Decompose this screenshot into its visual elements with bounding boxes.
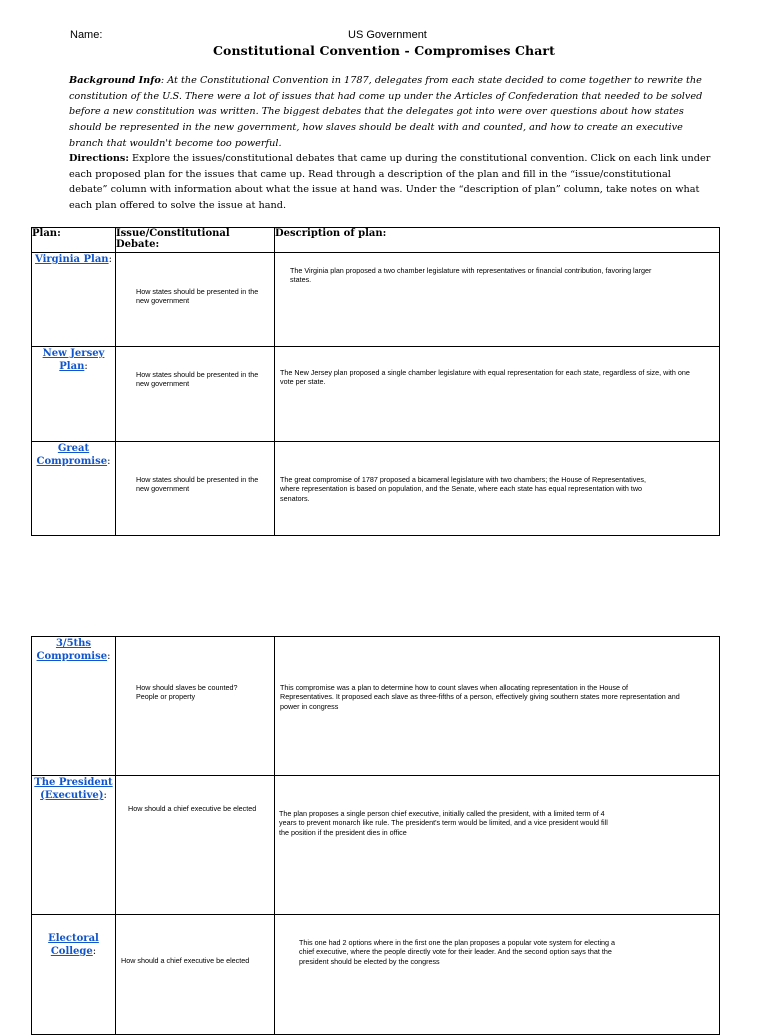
issue-text: How states should be presented in the new government xyxy=(136,370,259,389)
description-cell[interactable] xyxy=(275,776,720,915)
issue-text: How should slaves be counted? People or property xyxy=(136,683,238,702)
description-text: The New Jersey plan proposed a single chamber legislature with equal representation for each state, regardless of size, with one vote per state. xyxy=(280,368,690,387)
directions-label: Directions: xyxy=(69,153,129,164)
issue-cell[interactable] xyxy=(116,442,275,536)
plan-cell xyxy=(32,637,116,776)
plan-link-the-president[interactable]: The President (Executive) xyxy=(34,777,113,801)
plan-cell xyxy=(32,776,116,915)
table-row xyxy=(32,776,720,915)
issue-cell[interactable] xyxy=(116,253,275,347)
plan-link-virginia[interactable]: Virginia Plan xyxy=(35,254,109,265)
issue-text: How should a chief executive be elected xyxy=(128,804,257,813)
plan-cell xyxy=(32,347,116,442)
issue-text: How states should be presented in the new government xyxy=(136,475,259,494)
plan-label-wrap xyxy=(32,932,115,958)
directions-paragraph xyxy=(69,151,711,214)
plan-link-great-compromise[interactable]: Great Compromise xyxy=(36,443,108,467)
header-description: Description of plan: xyxy=(275,228,720,253)
description-cell[interactable] xyxy=(275,442,720,536)
course-name: US Government xyxy=(348,29,427,41)
description-text: The great compromise of 1787 proposed a bicameral legislature with two chambers; the House of Representatives, where representation is based on population, and the Senate, where each state has equal representation with two senators. xyxy=(280,475,646,503)
background-info-paragraph xyxy=(69,73,711,152)
issue-cell[interactable] xyxy=(116,776,275,915)
issue-text: How should a chief executive be elected xyxy=(121,956,250,965)
description-cell[interactable] xyxy=(275,253,720,347)
background-info-label: Background Info xyxy=(69,75,161,86)
issue-cell[interactable] xyxy=(116,915,275,1035)
page-title: Constitutional Convention - Compromises Chart xyxy=(213,43,555,58)
table-row xyxy=(32,637,720,776)
plan-suffix: : xyxy=(107,456,111,467)
table-row xyxy=(32,915,720,1035)
description-cell[interactable] xyxy=(275,347,720,442)
description-text: The plan proposes a single person chief executive, initially called the president, with a limited term of 4 years to prevent monarch like rule. The president's term would be limited, and a vice president would fill the position if the president dies in office xyxy=(279,809,608,837)
plan-suffix: : xyxy=(108,254,112,265)
plan-suffix: : xyxy=(84,361,88,372)
plan-link-electoral-college[interactable]: Electoral College xyxy=(48,933,99,957)
description-cell[interactable] xyxy=(275,915,720,1035)
issue-cell[interactable] xyxy=(116,637,275,776)
plan-link-new-jersey[interactable]: New Jersey Plan xyxy=(42,348,105,372)
table-header-row xyxy=(32,228,720,253)
description-text: The Virginia plan proposed a two chamber legislature with representatives or financial contribution, favoring larger states. xyxy=(290,266,652,285)
plan-suffix: : xyxy=(92,946,97,957)
compromises-table-part-1 xyxy=(31,227,720,536)
plan-cell xyxy=(32,253,116,347)
description-text: This one had 2 options where in the first one the plan proposes a popular vote system for electing a chief executive, where the people directly vote for their leader. And the second option says that the president should be elected by the congress xyxy=(299,938,616,966)
plan-suffix: : xyxy=(103,790,107,801)
plan-cell xyxy=(32,915,116,1035)
plan-suffix: : xyxy=(107,651,111,662)
compromises-table-part-2 xyxy=(31,636,720,1035)
name-label: Name: xyxy=(70,29,103,41)
issue-cell[interactable] xyxy=(116,347,275,442)
table-row xyxy=(32,253,720,347)
plan-link-three-fifths[interactable]: 3/5ths Compromise xyxy=(36,638,108,662)
header-plan: Plan: xyxy=(32,228,116,253)
header-issue: Issue/Constitutional Debate: xyxy=(116,228,275,253)
table-row xyxy=(32,347,720,442)
description-text: This compromise was a plan to determine how to count slaves when allocating representation in the House of Representatives. It proposed each slave as three-fifths of a person, effectively giving southern states more representation and power in congress xyxy=(280,683,680,711)
background-info-text: : At the Constitutional Convention in 1787, delegates from each state decided to come together to rewrite the constitution of the U.S. There were a lot of issues that had come up under the Articles of Confederation that needed to be solved before a new constitution was written. The biggest debates that the delegates got into were over questions about how states should be represented in the new government, how slaves should be dealt with and counted, and how to create an executive branch that wouldn't become too powerful. xyxy=(69,75,703,149)
description-cell[interactable] xyxy=(275,637,720,776)
issue-text: How states should be presented in the new government xyxy=(136,287,259,306)
plan-cell xyxy=(32,442,116,536)
directions-text: Explore the issues/constitutional debates that came up during the constitutional convention. Click on each link under each proposed plan for the issues that came up. Read through a description of the plan and fill in the “issue/constitutional debate” column with information about what the issue at hand was. Under the “description of plan” column, take notes on what each plan offered to solve the issue at hand. xyxy=(69,153,711,212)
table-row xyxy=(32,442,720,536)
